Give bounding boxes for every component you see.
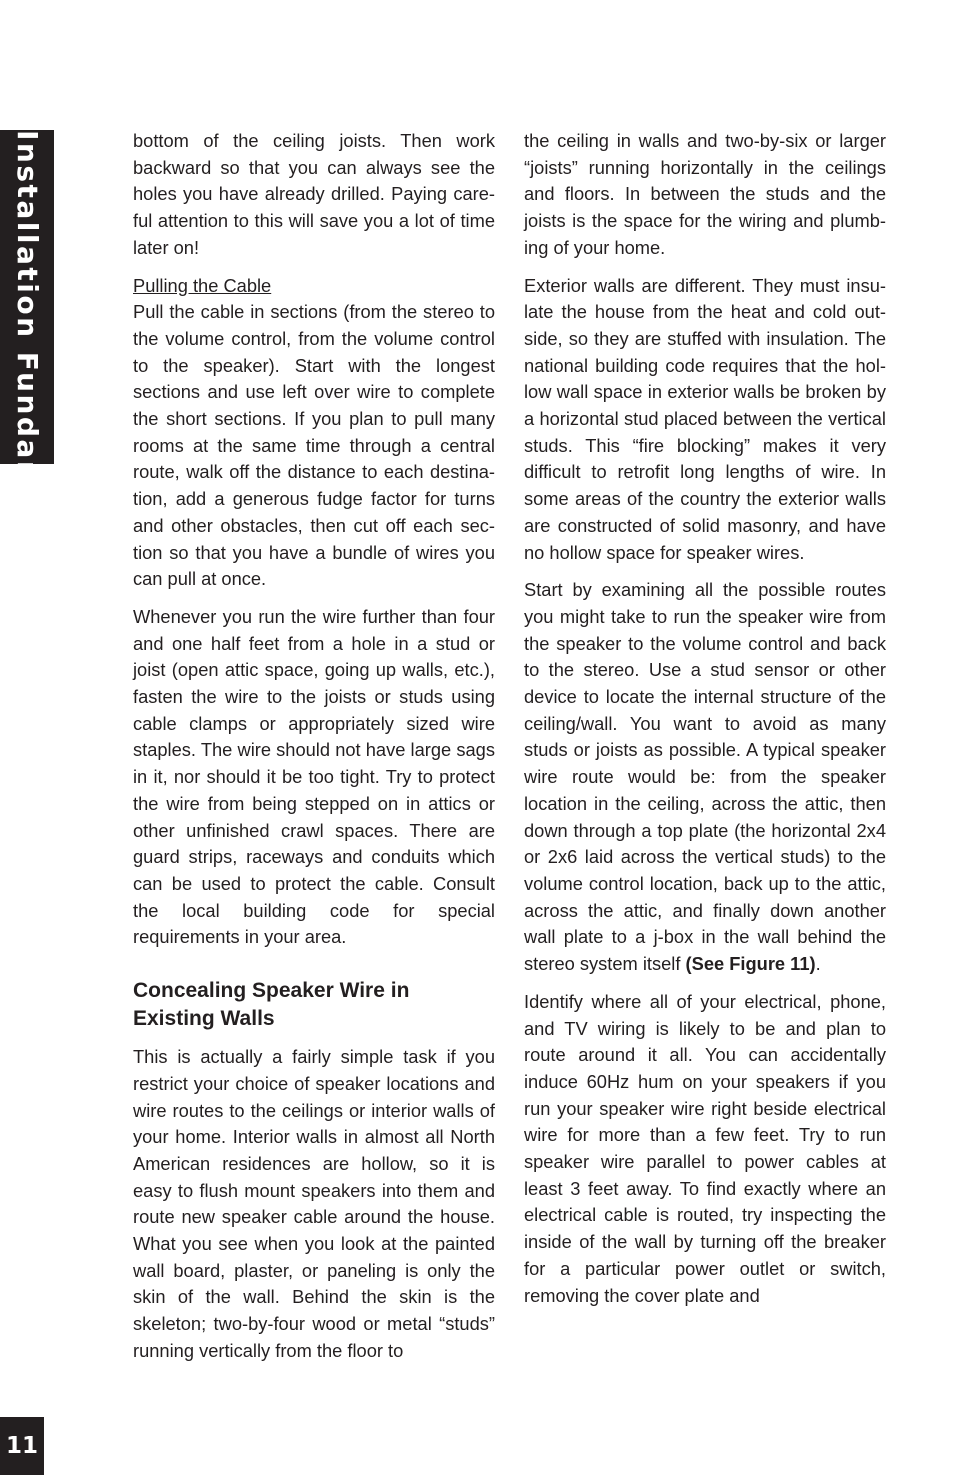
paragraph: Exterior walls are different. They must insulate the house from the heat and cold outside, so they are stuffed with insulation. The national building code requires that the hollow wall space in exterior walls be broken by a horizontal stud placed between the vertical studs. This “fire blocking” makes it very difficult to retrofit long lengths of wire. In some areas of the country the exterior walls are constructed of solid masonry, and have no hollow space for speaker wires. xyxy=(524,274,886,563)
figure-reference: (See Figure 11) xyxy=(685,953,816,975)
right-column xyxy=(524,128,886,1320)
section-title: Installation Fundamentals xyxy=(11,130,44,605)
paragraph: bottom of the ceiling joists. Then work backward so that you can always see the holes you have already drilled. Paying careful attention to this will save you a lot of time later on! xyxy=(133,130,495,258)
paragraph: Whenever you run the wire further than four and one half feet from a hole in a stud or joist (open attic space, going up walls, etc.), fasten the wire to the joists or studs using cable clamps or appropriately sized wire staples. The wire should not have large sags in it, nor should it be too tight. Try to protect the wire from being stepped on in attics or other unfinished crawl spaces. There are guard strips, raceways and conduits which can be used to protect the cable. Consult the local building code for special requirements in your area. xyxy=(133,605,495,948)
heading-line: Concealing Speaker Wire in xyxy=(133,979,410,1003)
section-heading xyxy=(133,977,495,1033)
page-number: 11 xyxy=(5,1433,38,1459)
paragraph: Identify where all of your electrical, phone, and TV wiring is likely to be and plan to route around it all. You can accidentally induce 60Hz hum on your speakers if you run your speaker wire right beside electrical wire for more than a few feet. Try to run speaker wire parallel to power cables at least 3 feet away. To find exactly where an electrical cable is routed, try inspecting the inside of the wall by turning off the breaker for a particular power outlet or switch, removing the cover plate and xyxy=(524,990,886,1306)
paragraph-text: Pull the cable in sections (from the stereo to the volume control, from the volume control to the speaker). Start with the longest sections and use left over wire to complete the short sections. If you plan to pull many rooms at the same time through a central route, walk off the distance to each destination, add a generous fudge factor for turns and other obstacles, then cut off each section so that you have a bundle of wires you can pull at once. xyxy=(133,301,495,590)
paragraph-text: Start by examining all the possible routes you might take to run the speaker wire from the speaker to the volume control and back to the stereo. Use a stud sensor or other device to locate the internal structure of the ceiling/wall. You want to avoid as many studs or joists as possible. A typical speaker wire route would be: from the speaker location in the ceiling, across the attic, then down through a top plate (the horizontal 2x4 or 2x6 laid across the vertical studs) to the volume control location, back up to the attic, across the attic, and finally down another wall plate to a j-box in the wall behind the stereo system itself xyxy=(524,579,886,975)
paragraph: This is actually a fairly simple task if you restrict your choice of speaker locations and wire routes to the ceilings or interior walls of your home. Interior walls in almost all North American residences are hollow, so it is easy to flush mount speakers into them and route new speaker cable around the house. What you see when you look at the painted wall board, plaster, or paneling is only the skin of the wall. Behind the skin is the skeleton; two-by-four wood or metal “studs” running vertically from the floor to xyxy=(133,1046,495,1361)
paragraph: the ceiling in walls and two-by-six or larger “joists” running horizontally in the ceilings and floors. In between the studs and the joists is the space for the wiring and plumbing of your home. xyxy=(524,130,886,258)
page-number-box xyxy=(0,1417,44,1475)
subheading-pulling-the-cable: Pulling the Cable xyxy=(133,274,272,296)
punctuation: . xyxy=(815,953,821,975)
paragraph-with-figure-ref xyxy=(524,577,886,978)
heading-line: Existing Walls xyxy=(133,1007,275,1031)
section-side-tab xyxy=(0,130,54,605)
left-column xyxy=(133,128,495,1376)
pulling-cable-section xyxy=(133,273,495,593)
